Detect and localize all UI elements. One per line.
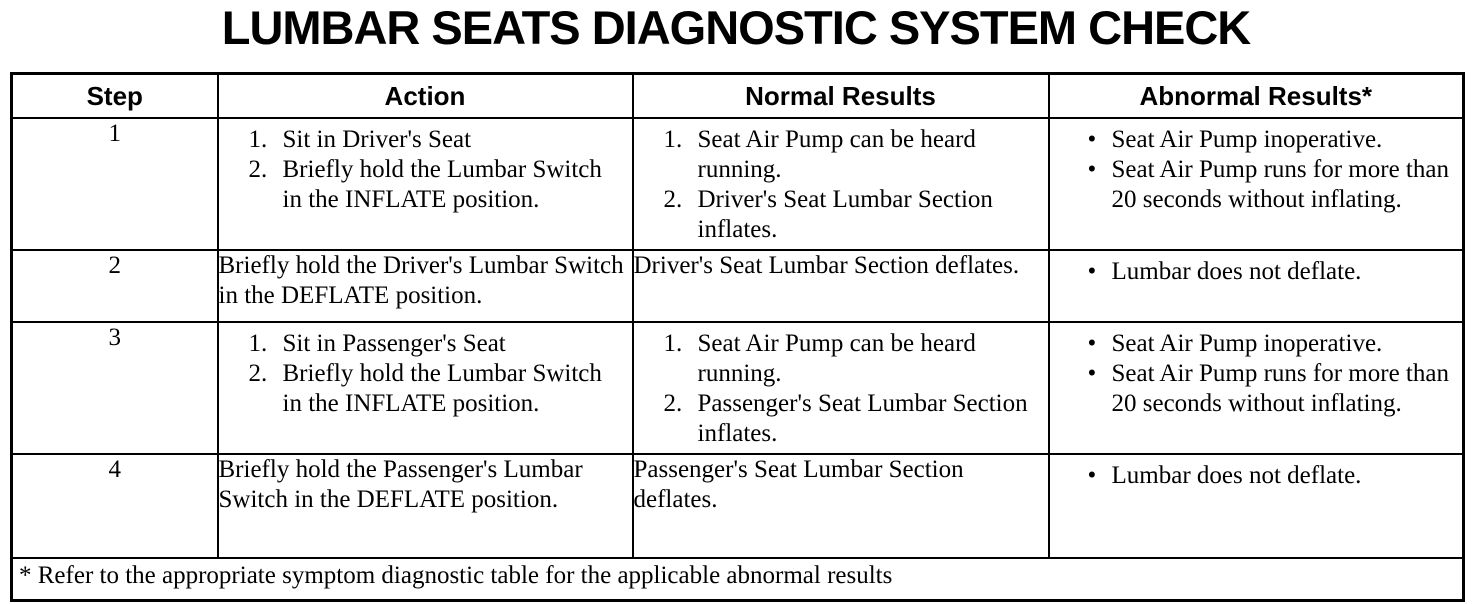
action-cell: Briefly hold the Passenger's Lumbar Switch in the DEFLATE position. [218, 454, 633, 558]
list-item [664, 185, 1044, 245]
bullet-icon: • [1087, 156, 1097, 183]
action-text: Sit in Driver's Seat [282, 126, 472, 153]
normal-text: Seat Air Pump can be heard running. [697, 126, 976, 183]
step-number: 4 [12, 454, 218, 558]
header-normal-results: Normal Results [633, 74, 1049, 119]
list-item [664, 125, 1044, 185]
list-item [664, 389, 1044, 449]
abnormal-text: Seat Air Pump inoperative. [1111, 126, 1383, 153]
normal-results-cell [633, 322, 1049, 454]
action-text: Briefly hold the Lumbar Switch in the INFLATE position. [282, 156, 602, 213]
header-step: Step [12, 74, 218, 119]
abnormal-text: Seat Air Pump runs for more than 20 seconds without inflating. [1111, 360, 1449, 417]
action-text: Sit in Passenger's Seat [282, 330, 506, 357]
item-number: 2. [663, 186, 683, 213]
list-item [249, 155, 628, 215]
abnormal-text: Seat Air Pump runs for more than 20 seconds without inflating. [1111, 156, 1449, 213]
item-number: 2. [248, 156, 268, 183]
list-item [249, 329, 628, 359]
normal-results-cell: Passenger's Seat Lumbar Section deflates. [633, 454, 1049, 558]
bullet-icon: • [1087, 462, 1097, 489]
abnormal-text: Lumbar does not deflate. [1111, 462, 1362, 489]
bullet-icon: • [1087, 126, 1097, 153]
item-number: 1. [248, 126, 268, 153]
action-cell [218, 118, 633, 250]
abnormal-results-cell [1049, 454, 1464, 558]
list-item [1086, 155, 1459, 215]
footnote: * Refer to the appropriate symptom diagnostic table for the applicable abnormal results [12, 558, 1464, 601]
action-cell [218, 322, 633, 454]
item-number: 1. [248, 330, 268, 357]
header-abnormal-results: Abnormal Results* [1049, 74, 1464, 119]
normal-text: Passenger's Seat Lumbar Section inflates. [697, 390, 1028, 447]
table-row [12, 250, 1464, 322]
footnote-row [12, 558, 1464, 601]
abnormal-results-cell [1049, 118, 1464, 250]
abnormal-results-cell [1049, 322, 1464, 454]
header-action: Action [218, 74, 633, 119]
normal-text: Driver's Seat Lumbar Section inflates. [697, 186, 993, 243]
diagnostic-table [10, 72, 1465, 602]
step-number: 1 [12, 118, 218, 250]
list-item [1086, 461, 1459, 491]
item-number: 2. [663, 390, 683, 417]
list-item [249, 125, 628, 155]
bullet-icon: • [1087, 360, 1097, 387]
abnormal-text: Lumbar does not deflate. [1111, 258, 1362, 285]
page-title: LUMBAR SEATS DIAGNOSTIC SYSTEM CHECK [221, 1, 1251, 54]
abnormal-results-cell [1049, 250, 1464, 322]
bullet-icon: • [1087, 258, 1097, 285]
list-item [1086, 329, 1459, 359]
table-row [12, 118, 1464, 250]
normal-results-cell [633, 118, 1049, 250]
list-item [1086, 125, 1459, 155]
table-row [12, 322, 1464, 454]
bullet-icon: • [1087, 330, 1097, 357]
action-cell: Briefly hold the Driver's Lumbar Switch in the DEFLATE position. [218, 250, 633, 322]
item-number: 1. [663, 126, 683, 153]
item-number: 1. [663, 330, 683, 357]
normal-results-cell: Driver's Seat Lumbar Section deflates. [633, 250, 1049, 322]
item-number: 2. [248, 360, 268, 387]
step-number: 3 [12, 322, 218, 454]
list-item [664, 329, 1044, 389]
table-row [12, 454, 1464, 558]
header-row [12, 74, 1464, 119]
list-item [249, 359, 628, 419]
list-item [1086, 257, 1459, 287]
normal-text: Seat Air Pump can be heard running. [697, 330, 976, 387]
abnormal-text: Seat Air Pump inoperative. [1111, 330, 1383, 357]
action-text: Briefly hold the Lumbar Switch in the INFLATE position. [282, 360, 602, 417]
list-item [1086, 359, 1459, 419]
step-number: 2 [12, 250, 218, 322]
